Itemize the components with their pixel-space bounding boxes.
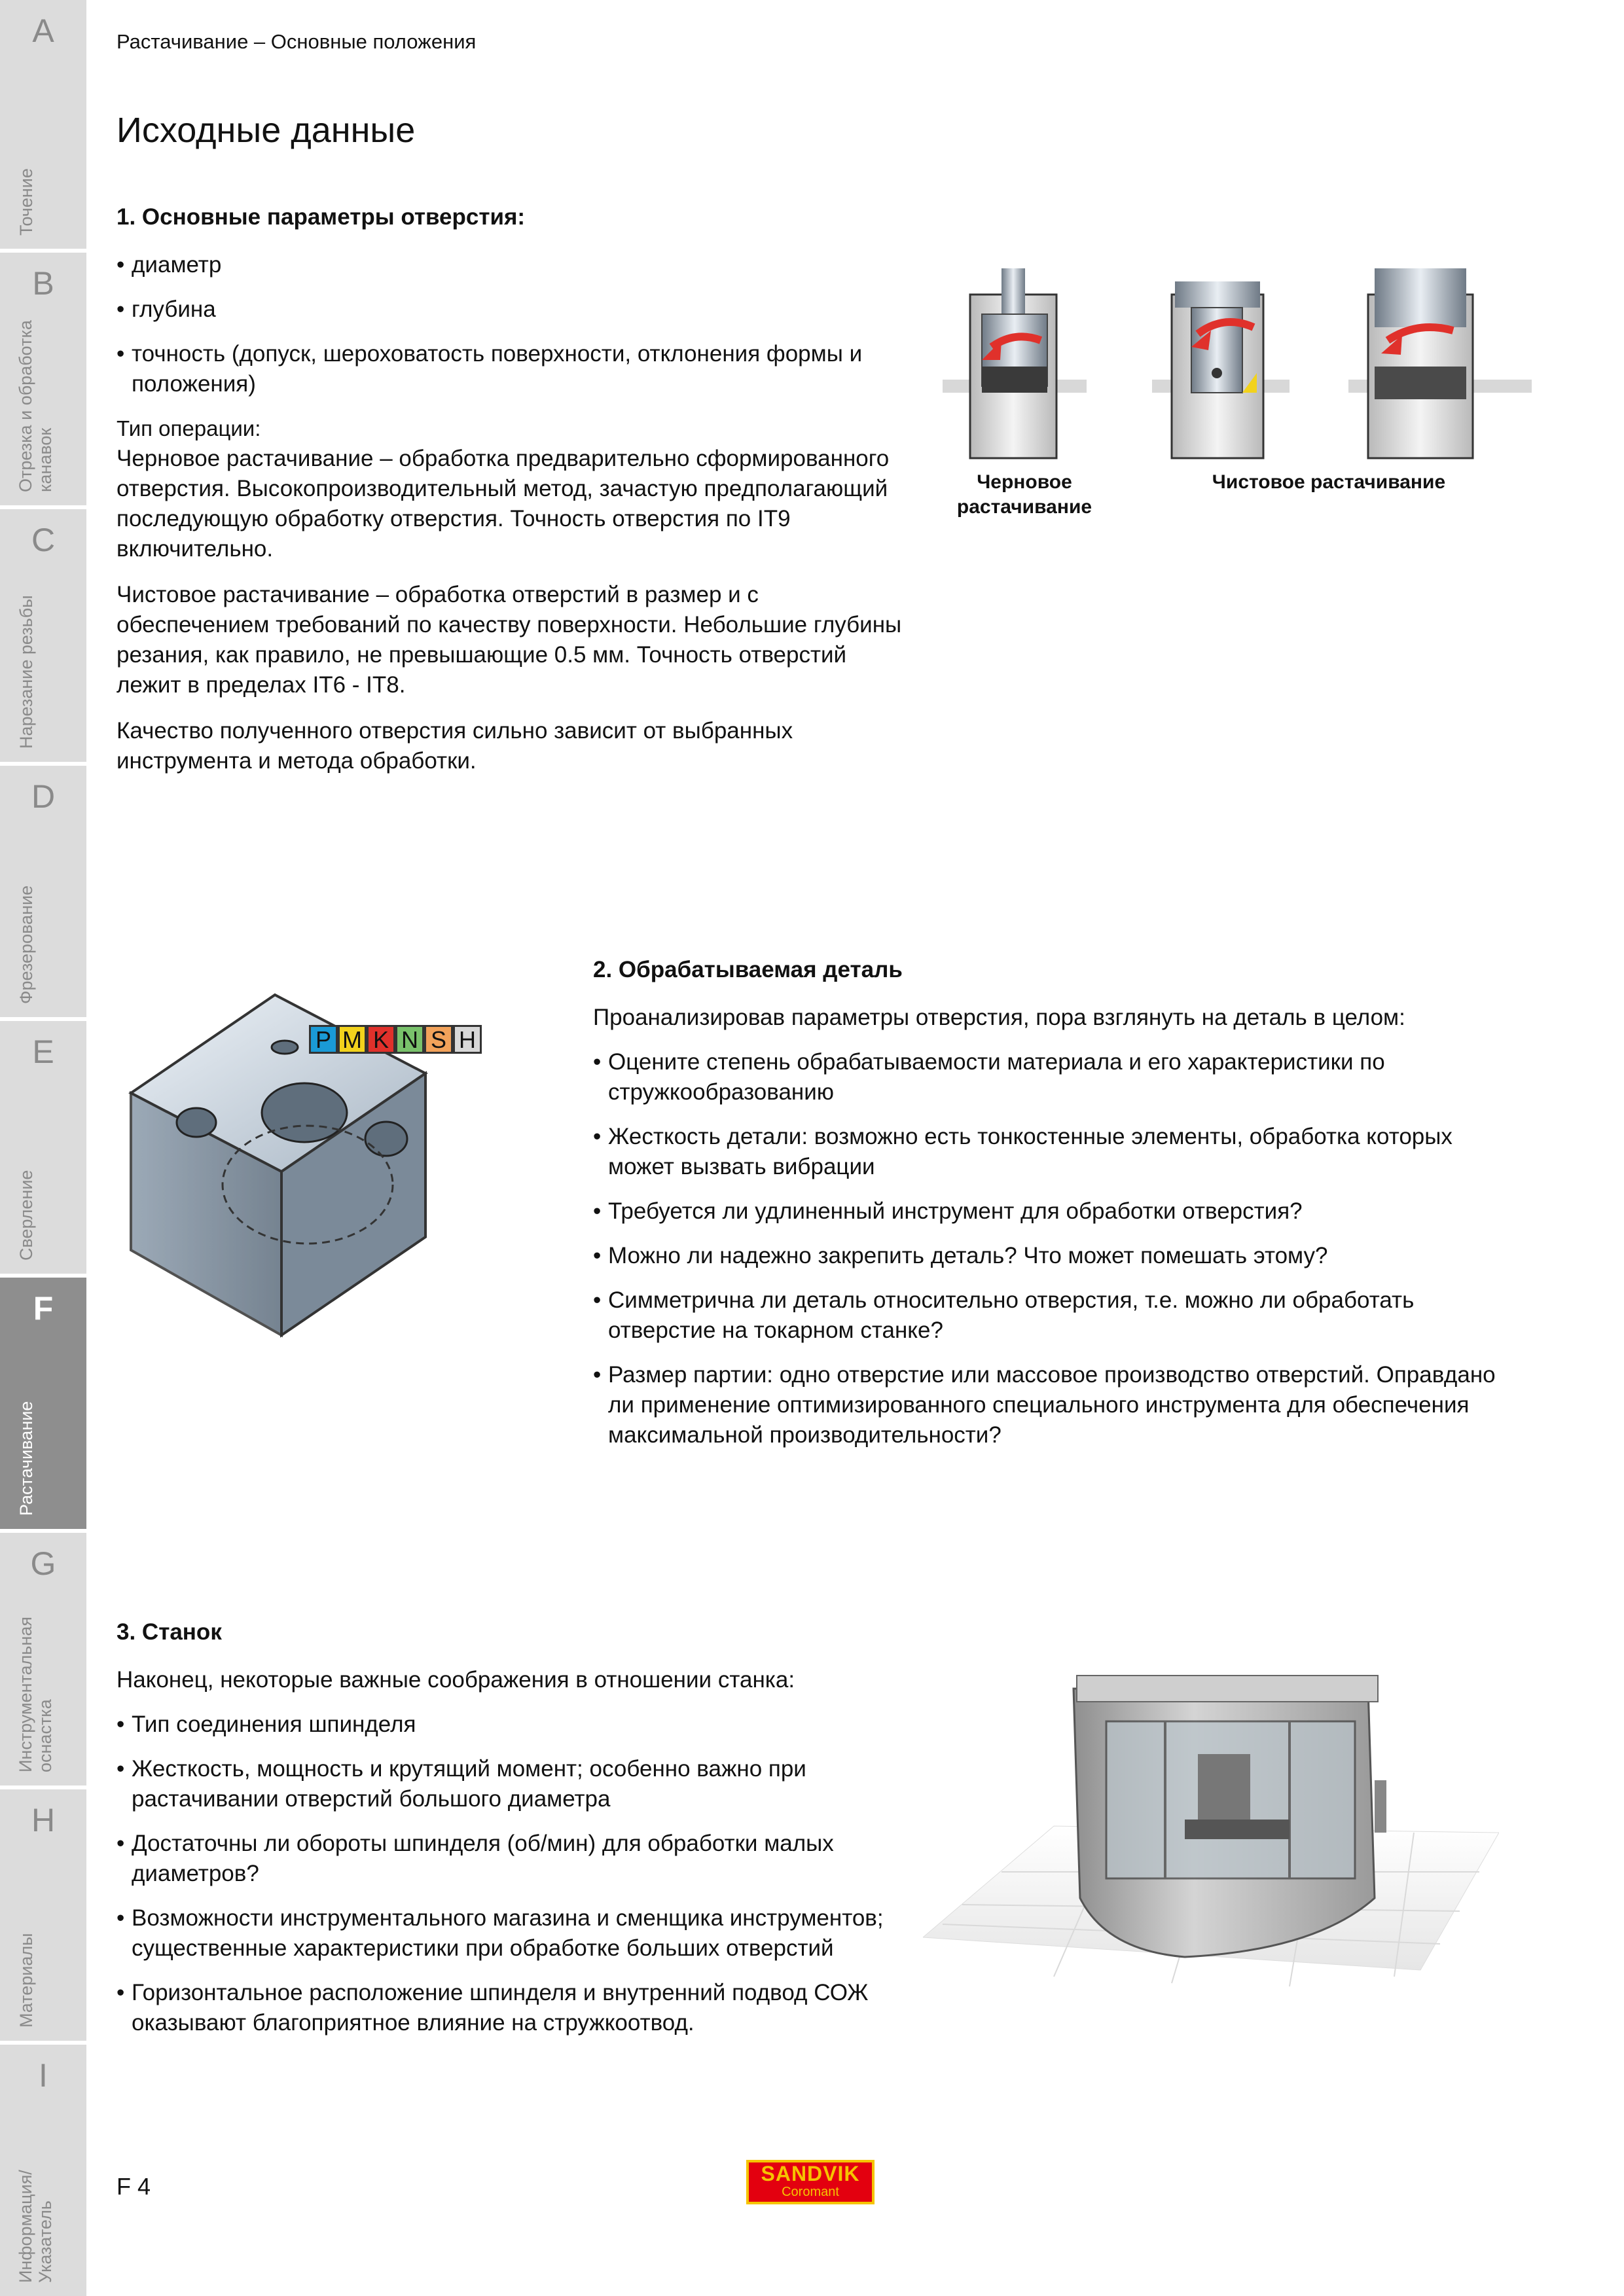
material-code: H [453, 1025, 482, 1054]
logo-line1: SANDVIK [761, 2162, 860, 2185]
list-item: • Достаточны ли обороты шпинделя (об/мин) для обработки малых диаметров? [117, 1829, 902, 1889]
tab-letter: I [39, 2057, 48, 2094]
list-item: • Возможности инструментального магазина и сменщика инструментов; существенные характеристики при обработке больших отверстий [117, 1903, 902, 1964]
paragraph: Качество полученного отверстия сильно зависит от выбранных инструмента и метода обработки. [117, 718, 793, 774]
paragraph: Наконец, некоторые важные соображения в отношении станка: [117, 1667, 795, 1693]
tab-letter: F [33, 1290, 54, 1327]
tab-c[interactable] [0, 509, 86, 766]
boring-illustration [929, 268, 1532, 465]
tab-label: Фрезерование [16, 885, 36, 1004]
tab-d[interactable] [0, 766, 86, 1021]
section-heading: 1. Основные параметры отверстия: [117, 204, 526, 230]
tab-a[interactable] [0, 0, 86, 253]
material-codes [309, 1025, 482, 1054]
tab-f[interactable] [0, 1278, 86, 1533]
caption-rough-boring: Черновое растачивание [956, 471, 1092, 518]
tab-letter: G [30, 1545, 56, 1582]
tab-label: Сверление [16, 1170, 36, 1261]
tab-label: Инструментальная оснастка [16, 1616, 55, 1772]
material-code: M [338, 1025, 367, 1054]
material-code: P [309, 1025, 338, 1054]
list-item: • глубина [117, 295, 902, 325]
tab-letter: E [32, 1033, 54, 1070]
tab-letter: C [31, 522, 56, 558]
tab-g[interactable] [0, 1533, 86, 1789]
list-item: • точность (допуск, шероховатость поверхности, отклонения формы и положения) [117, 339, 902, 399]
page-number: F 4 [117, 2173, 151, 2200]
tab-b[interactable] [0, 253, 86, 509]
finish-boring-tool-2 [1348, 268, 1532, 458]
tab-label: Информация/ Указатель [16, 2170, 55, 2283]
section-sidebar [0, 0, 86, 2296]
list-item: • Тип соединения шпинделя [117, 1710, 902, 1740]
tab-e[interactable] [0, 1021, 86, 1278]
list-item: • Размер партии: одно отверстие или массовое производство отверстий. Оправдано ли применение оптимизированного специального инструмента для обеспечения максимальной производительности? [593, 1360, 1509, 1450]
material-code: K [367, 1025, 395, 1054]
paragraph: Чистовое растачивание – обработка отверстий в размер и с обеспечением требований по качеству поверхности. Небольшие глубины резания, как правило, не превышающие 0.5 мм. Точность отверстий лежит в пределах IT6 - IT8. [117, 582, 902, 698]
list-item: • диаметр [117, 250, 902, 280]
section-heading: 3. Станок [117, 1619, 222, 1645]
list-item: • Горизонтальное расположение шпинделя и внутренний подвод СОЖ оказывают благоприятное влияние на стружкоотвод. [117, 1978, 902, 2038]
tab-letter: A [32, 12, 54, 49]
tab-letter: B [32, 265, 54, 302]
tab-label: Нарезание резьбы [16, 595, 36, 749]
list-item: • Оцените степень обрабатываемости материала и его характеристики по стружкообразованию [593, 1047, 1509, 1107]
section-hole-parameters [117, 204, 902, 776]
tab-i[interactable] [0, 2045, 86, 2296]
list-item: • Жесткость, мощность и крутящий момент; особенно важно при растачивании отверстий большого диаметра [117, 1754, 902, 1814]
list-item: • Требуется ли удлиненный инструмент для обработки отверстия? [593, 1196, 1509, 1227]
tab-label: Материалы [16, 1933, 36, 2028]
list-item: • Симметрична ли деталь относительно отверстия, т.е. можно ли обработать отверстие на токарном станке? [593, 1285, 1509, 1346]
section-machine [117, 1619, 902, 2038]
list-item: • Можно ли надежно закрепить деталь? Что может помешать этому? [593, 1241, 1509, 1271]
sandvik-logo [746, 2160, 875, 2204]
tab-h[interactable] [0, 1789, 86, 2045]
caption-finish-boring: Чистовое растачивание [1212, 471, 1446, 493]
tab-letter: D [31, 778, 56, 815]
finish-boring-tool-1 [1152, 281, 1290, 458]
tab-label: Растачивание [16, 1401, 36, 1516]
breadcrumb: Растачивание – Основные положения [117, 30, 477, 53]
tab-label: Отрезка и обработка канавок [16, 320, 55, 492]
tab-label: Точение [16, 168, 36, 236]
machine-illustration [923, 1662, 1499, 2003]
paragraph: Черновое растачивание – обработка предварительно сформированного отверстия. Высокопроизводительный метод, зачастую предполагающий последующую обработку отверстия. Точность отверстия по IT9 включительно. [117, 446, 890, 562]
material-code: S [424, 1025, 453, 1054]
section-workpiece [593, 957, 1509, 1450]
logo-line2: Coromant [782, 2185, 839, 2199]
page-title: Исходные данные [117, 111, 416, 150]
operation-type-heading: Тип операции: [117, 416, 261, 440]
list-item: • Жесткость детали: возможно есть тонкостенные элементы, обработка которых может вызвать вибрации [593, 1122, 1509, 1182]
tab-letter: H [31, 1802, 56, 1839]
material-code: N [395, 1025, 424, 1054]
rough-boring-tool [943, 268, 1087, 458]
paragraph: Проанализировав параметры отверстия, пора взглянуть на деталь в целом: [593, 1005, 1405, 1030]
section-heading: 2. Обрабатываемая деталь [593, 957, 903, 982]
